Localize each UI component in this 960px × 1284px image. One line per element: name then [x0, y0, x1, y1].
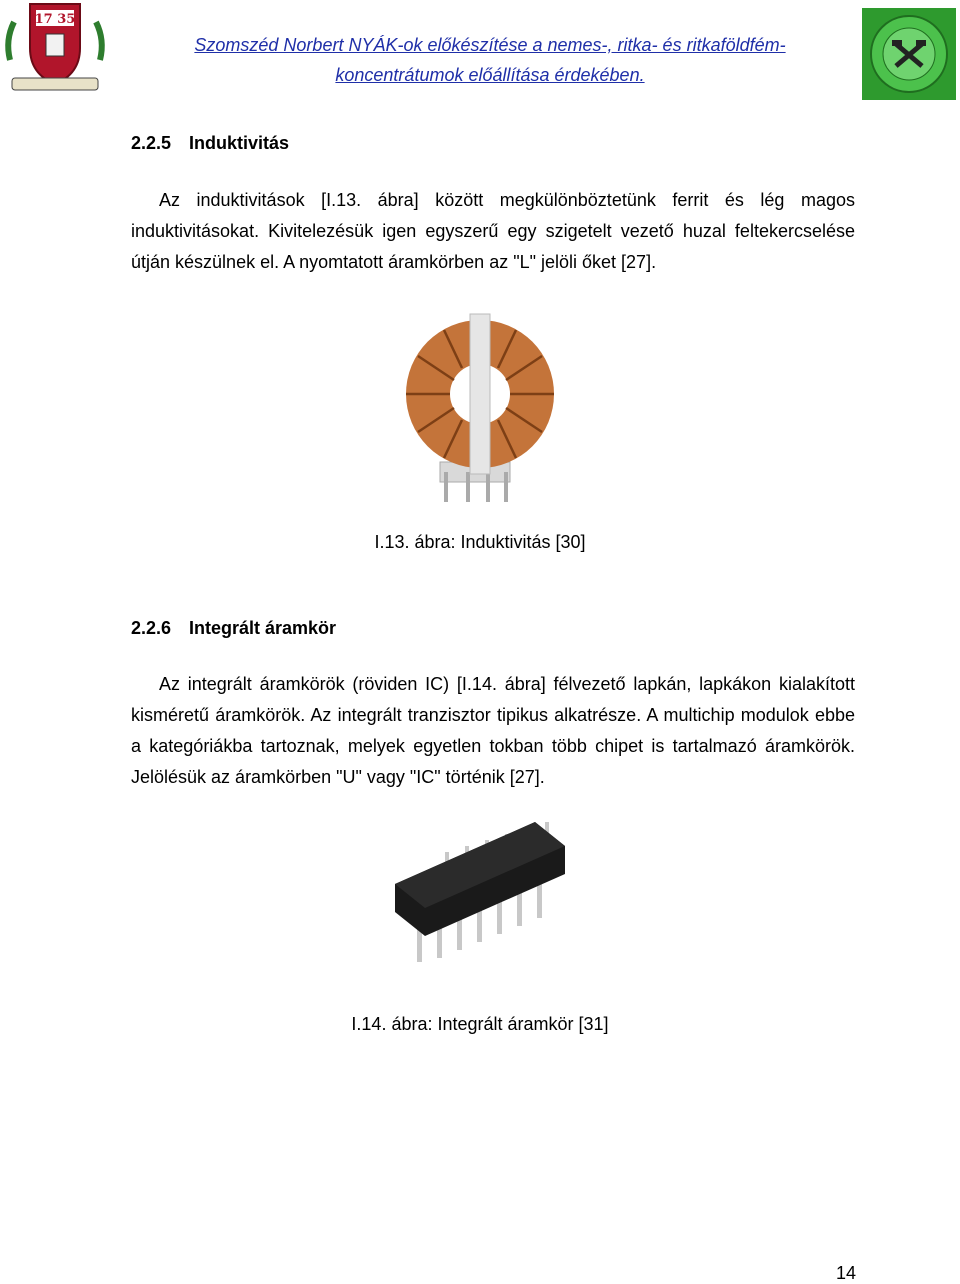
- paragraph-inductance: Az induktivitások [I.13. ábra] között megkülönböztetünk ferrit és lég magos induktivitásokat. Kivitelezésük igen egyszerű egy szigetelt vezető huzal feltekercselése útján készülnek el. A nyomtatott áramkörben az "L" jelöli őket [27].: [131, 190, 855, 272]
- university-crest-logo: [0, 0, 110, 100]
- section-heading-integrated-circuit: [131, 618, 336, 639]
- header-title-line2: koncentrátumok előállítása érdekében.: [335, 65, 645, 85]
- section-number: 2.2.6: [131, 618, 172, 638]
- section-heading-inductance: [131, 133, 289, 154]
- page-number: 14: [836, 1263, 857, 1283]
- section-title: Integrált áramkör: [189, 618, 337, 638]
- section-title: Induktivitás: [189, 133, 290, 153]
- figure-caption-inductance: I.13. ábra: Induktivitás [30]: [374, 532, 586, 552]
- paragraph-integrated-circuit: Az integrált áramkörök (röviden IC) [I.14. ábra] félvezető lapkán, lapkákon kialakított kisméretű áramkörök. Az integrált tranzisztor tipikus alkatrésze. A multichip modulok ebbe a kategóriákba tartoznak, melyek egyetlen tokban több chipet is tartalmazó áramkörök. Jelölésük az áramkörben "U" vagy "IC" történik [27].: [131, 674, 855, 787]
- figure-caption-integrated-circuit: I.14. ábra: Integrált áramkör [31]: [351, 1014, 609, 1034]
- faculty-logo: [862, 8, 956, 100]
- svg-text:17 35: 17 35: [34, 12, 76, 27]
- inductor-image: [400, 312, 560, 508]
- header-title-line1: Szomszéd Norbert NYÁK-ok előkészítése a nemes-, ritka- és ritkaföldfém-: [194, 35, 786, 55]
- section-number: 2.2.5: [131, 133, 172, 153]
- ic-chip-image: [375, 812, 585, 972]
